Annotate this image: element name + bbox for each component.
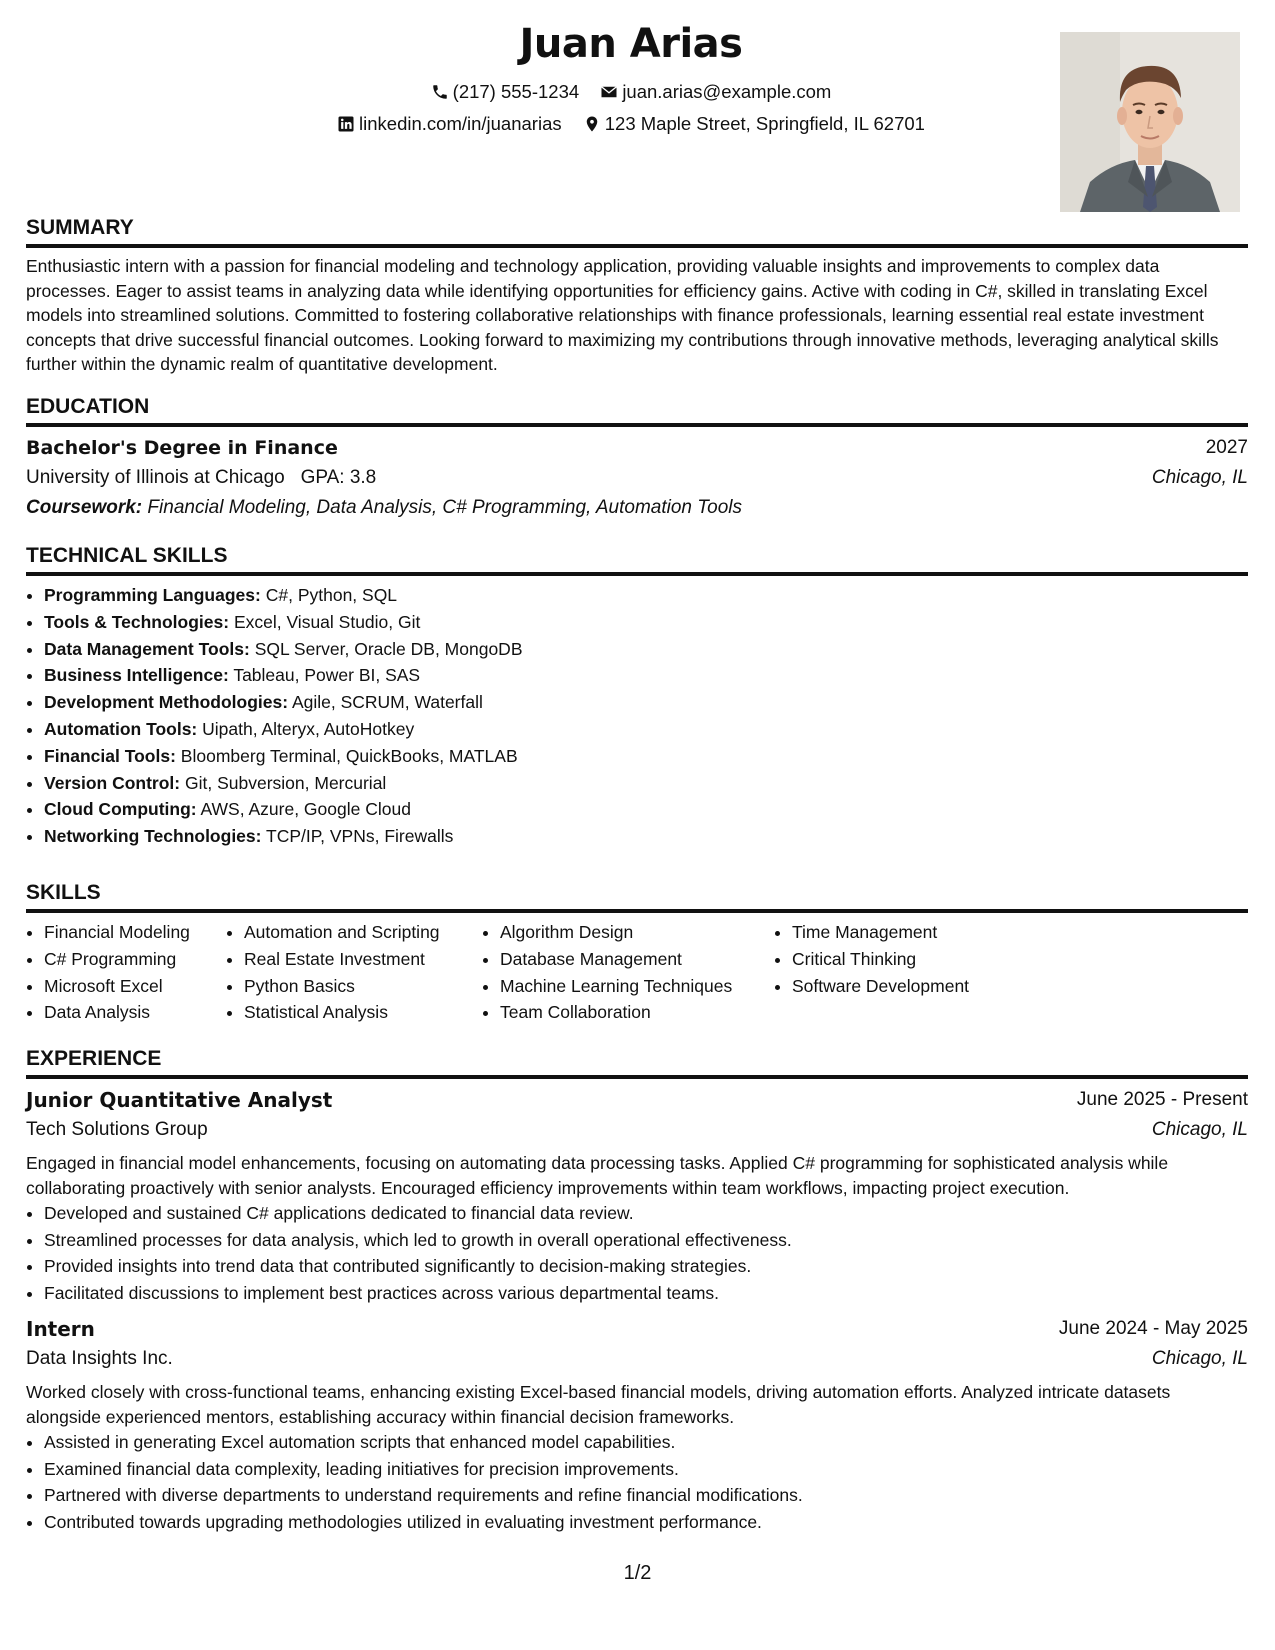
school-name: University of Illinois at Chicago bbox=[26, 467, 285, 488]
school-location: Chicago, IL bbox=[1151, 467, 1248, 488]
skill-item: • Financial Modeling bbox=[44, 919, 226, 946]
skills-section bbox=[26, 879, 1248, 1026]
skill-item: • Team Collaboration bbox=[500, 999, 774, 1026]
address-text: 123 Maple Street, Springfield, IL 62701 bbox=[604, 113, 925, 134]
job-entry bbox=[26, 1085, 1248, 1306]
skill-item: • Algorithm Design bbox=[500, 919, 774, 946]
skill-item: • Microsoft Excel bbox=[44, 973, 226, 1000]
job-description: Engaged in financial model enhancements, focusing on automating data processing tasks. Applied C# programming for sophisticated analysis while collaborating proactively with senior analysts. Encouraged efficiency improvements within team workflows, impacting project execution. bbox=[26, 1153, 1169, 1198]
education-heading: EDUCATION bbox=[26, 393, 1248, 427]
gpa: GPA: 3.8 bbox=[300, 467, 377, 488]
skill-item: • Critical Thinking bbox=[792, 946, 1092, 973]
skills-column-2 bbox=[226, 919, 482, 1026]
skill-item: • Statistical Analysis bbox=[244, 999, 482, 1026]
phone-contact bbox=[431, 80, 580, 104]
job-bullet: • Provided insights into trend data that contributed significantly to decision-making strategies. bbox=[44, 1253, 1248, 1280]
phone-icon bbox=[431, 83, 449, 101]
degree-name: Bachelor's Degree in Finance bbox=[26, 437, 338, 459]
tech-skill-item: • Tools & Technologies: Excel, Visual Studio, Git bbox=[44, 609, 1248, 636]
tech-skill-item: • Development Methodologies: Agile, SCRUM, Waterfall bbox=[44, 689, 1248, 716]
email-contact[interactable] bbox=[600, 80, 831, 104]
summary-heading: SUMMARY bbox=[26, 214, 1248, 248]
experience-section bbox=[26, 1045, 1248, 1535]
email-text[interactable]: juan.arias@example.com bbox=[622, 81, 832, 102]
job-bullet: • Assisted in generating Excel automation scripts that enhanced model capabilities. bbox=[44, 1429, 1248, 1456]
job-description: Worked closely with cross-functional teams, enhancing existing Excel-based financial models, driving automation efforts. Analyzed intricate datasets alongside experienced mentors, establishing accuracy within financial decision frameworks. bbox=[26, 1382, 1171, 1427]
job-title: Intern bbox=[26, 1317, 95, 1341]
coursework-label: Coursework: bbox=[26, 497, 143, 518]
skill-item: • Software Development bbox=[792, 973, 1092, 1000]
skills-grid bbox=[26, 919, 1248, 1026]
portrait-illustration bbox=[1060, 32, 1240, 212]
job-title-row bbox=[26, 1085, 1248, 1115]
tech-skill-item: • Networking Technologies: TCP/IP, VPNs, Firewalls bbox=[44, 823, 1248, 850]
skills-column-3 bbox=[482, 919, 774, 1026]
address-contact bbox=[583, 112, 925, 136]
skill-item: • C# Programming bbox=[44, 946, 226, 973]
coursework-list: Financial Modeling, Data Analysis, C# Programming, Automation Tools bbox=[147, 497, 742, 518]
job-entry bbox=[26, 1314, 1248, 1535]
envelope-icon bbox=[600, 83, 618, 101]
graduation-year: 2027 bbox=[1205, 437, 1248, 458]
job-title: Junior Quantitative Analyst bbox=[26, 1088, 333, 1112]
company-name: Tech Solutions Group bbox=[26, 1119, 208, 1140]
job-location: Chicago, IL bbox=[1151, 1348, 1248, 1369]
job-company-row bbox=[26, 1344, 1248, 1374]
experience-heading: EXPERIENCE bbox=[26, 1045, 1248, 1079]
tech-skill-item: • Business Intelligence: Tableau, Power BI, SAS bbox=[44, 662, 1248, 689]
job-bullet: • Streamlined processes for data analysis, which led to growth in overall operational effectiveness. bbox=[44, 1227, 1248, 1254]
summary-section bbox=[26, 214, 1248, 377]
job-bullet: • Facilitated discussions to implement best practices across various departmental teams. bbox=[44, 1280, 1248, 1307]
skills-heading: SKILLS bbox=[26, 879, 1248, 913]
tech-skill-item: • Programming Languages: C#, Python, SQL bbox=[44, 582, 1248, 609]
job-bullet: • Examined financial data complexity, leading initiatives for precision improvements. bbox=[44, 1456, 1248, 1483]
page-number: 1/2 bbox=[623, 1562, 652, 1584]
linkedin-text[interactable]: linkedin.com/in/juanarias bbox=[359, 113, 562, 134]
job-bullet: • Partnered with diverse departments to understand requirements and refine financial modifications. bbox=[44, 1482, 1248, 1509]
job-dates: June 2025 - Present bbox=[1076, 1089, 1248, 1110]
phone-text: (217) 555-1234 bbox=[452, 81, 580, 102]
skill-item: • Real Estate Investment bbox=[244, 946, 482, 973]
skill-item: • Machine Learning Techniques bbox=[500, 973, 774, 1000]
job-bullets bbox=[26, 1200, 1248, 1306]
profile-photo bbox=[1060, 32, 1240, 212]
job-location: Chicago, IL bbox=[1151, 1119, 1248, 1140]
skill-item: • Automation and Scripting bbox=[244, 919, 482, 946]
tech-skill-item: • Cloud Computing: AWS, Azure, Google Cloud bbox=[44, 796, 1248, 823]
job-title-row bbox=[26, 1314, 1248, 1344]
education-degree-row bbox=[26, 433, 1248, 463]
skill-item: • Data Analysis bbox=[44, 999, 226, 1026]
tech-skill-item: • Data Management Tools: SQL Server, Oracle DB, MongoDB bbox=[44, 636, 1248, 663]
skill-item: • Python Basics bbox=[244, 973, 482, 1000]
skill-item: • Time Management bbox=[792, 919, 1092, 946]
map-pin-icon bbox=[583, 115, 601, 133]
skill-item: • Database Management bbox=[500, 946, 774, 973]
coursework-line bbox=[26, 493, 1248, 523]
job-company-row bbox=[26, 1115, 1248, 1145]
company-name: Data Insights Inc. bbox=[26, 1348, 173, 1369]
skills-column-1 bbox=[26, 919, 226, 1026]
job-bullet: • Developed and sustained C# applications dedicated to financial data review. bbox=[44, 1200, 1248, 1227]
tech-skill-item: • Financial Tools: Bloomberg Terminal, QuickBooks, MATLAB bbox=[44, 743, 1248, 770]
education-section bbox=[26, 393, 1248, 523]
job-bullets bbox=[26, 1429, 1248, 1535]
technical-skills-heading: TECHNICAL SKILLS bbox=[26, 542, 1248, 576]
job-bullet: • Contributed towards upgrading methodologies utilized in evaluating investment performance. bbox=[44, 1509, 1248, 1536]
skills-column-4 bbox=[774, 919, 1092, 1026]
linkedin-contact[interactable] bbox=[337, 112, 562, 136]
tech-skill-item: • Automation Tools: Uipath, Alteryx, AutoHotkey bbox=[44, 716, 1248, 743]
tech-skill-item: • Version Control: Git, Subversion, Mercurial bbox=[44, 770, 1248, 797]
job-dates: June 2024 - May 2025 bbox=[1058, 1318, 1248, 1339]
education-school-row bbox=[26, 463, 1248, 493]
linkedin-icon bbox=[337, 115, 355, 133]
technical-skills-section bbox=[26, 542, 1248, 850]
technical-skills-list bbox=[26, 582, 1248, 850]
candidate-name: Juan Arias bbox=[519, 21, 743, 67]
summary-text: Enthusiastic intern with a passion for financial modeling and technology application, providing valuable insights and improvements to complex data processes. Eager to assist teams in analyzing data while identifying opportunities for efficiency gains. Active with coding in C#, skilled in translating Excel models into streamlined solutions. Committed to fostering collaborative relationships with finance professionals, learning essential real estate investment concepts that drive successful financial outcomes. Looking forward to maximizing my contributions through innovative methods, leveraging analytical skills further within the dynamic realm of quantitative development. bbox=[26, 256, 1219, 374]
